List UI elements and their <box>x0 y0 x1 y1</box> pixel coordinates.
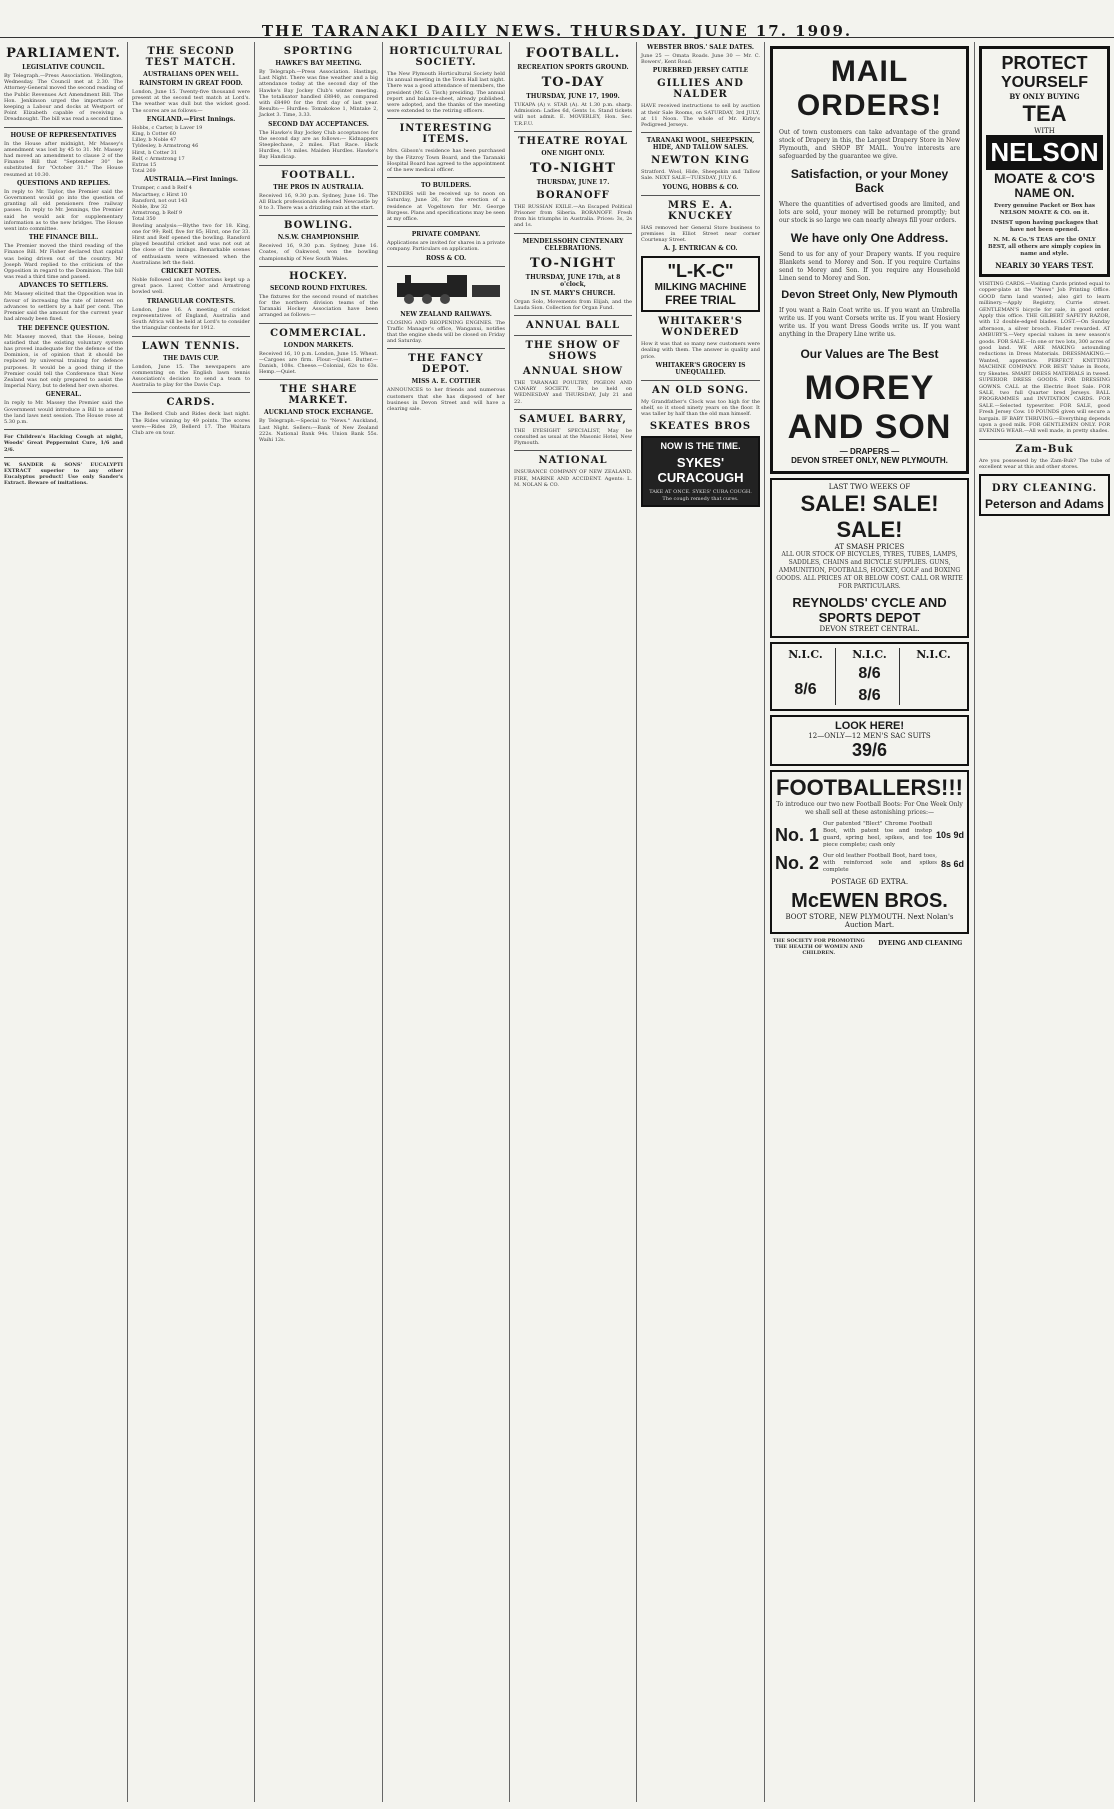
subheading: ADVANCES TO SETTLERS. <box>18 282 109 290</box>
nic-panel <box>776 648 836 705</box>
divider <box>4 127 123 128</box>
divider <box>514 409 632 410</box>
subheading: PUREBRED JERSEY CATTLE <box>652 67 749 75</box>
subheading: A. J. ENTRICAN & CO. <box>663 245 738 253</box>
article-text: The New Plymouth Horticultural Society held its annual meeting in the Town Hall last night. There was a good attendance of members, the president (Mr. G. Tisch) presiding. The annual report and balance-sheet, already published, were adopted, and the thanks of the meeting were extended to the retiring officers. <box>387 71 507 115</box>
reynolds-address: DEVON STREET CENTRAL. <box>819 625 920 633</box>
advertisement-text: INSIST upon having packages that have not been opened. <box>990 220 1101 233</box>
divider <box>641 195 760 196</box>
advertisement-text: TUKAPA (A) v. STAR (A). At 1.30 p.m. sharp. Admission: Ladies 6d, Gents 1s. Stand tickets will not admit. E. MOVERLEY, Hon. Sec. T.R.F.U. <box>514 102 634 127</box>
advertisement-text: To introduce our two new Football Boots: For One Week Only we shall sell at these astonishing prices:— <box>776 801 965 816</box>
subheading: TRIANGULAR CONTESTS. <box>146 297 236 305</box>
subheading: ONE NIGHT ONLY. <box>541 149 605 157</box>
subheading: THE FINANCE BILL. <box>28 234 99 242</box>
article-text: By Telegraph.—Press Association. Hastings, Last Night. There was fine weather and a big attendance today at the second day of the Hawke's Bay Jockey Club's winter meeting. The totalisator handled £8840, as compared with £8490 for the first day of last year. Results:— Hurdles: Tomakokoe 1, Mintake 2, Jacket 3. Time, 3.33. <box>259 69 380 119</box>
divider <box>514 315 632 316</box>
nic-brand: N.I.C. <box>852 648 887 661</box>
moate-logo: MOATE & CO'S <box>993 170 1096 186</box>
advertisement-text: THE EYESIGHT SPECIALIST, May be consulted as usual at the Masonic Hotel, New Plymouth. <box>514 427 634 447</box>
milking-machine-ad <box>641 256 760 312</box>
section-heading: CARDS. <box>166 397 216 409</box>
advertiser-name: MRS E. A. KNUCKEY <box>668 199 733 222</box>
advertisement-text: ALL OUR STOCK OF BICYCLES, TYRES, TUBES, LAMPS, SADDLES, CHAINS and BICYCLE SUPPLIES. GUNS, AMMUNITION, FOOTBALLS, HOCKEY, GOLF and BOXING GOODS. ALL PRICES AT OR BELOW COST. CALL OR WRITE FOR PARTICULARS. <box>776 551 965 590</box>
tea-heading: TEA <box>1022 101 1067 126</box>
divider <box>259 165 378 166</box>
divider <box>259 266 378 267</box>
subheading: SECOND DAY ACCEPTANCES. <box>268 120 369 128</box>
event-heading: TO-DAY <box>541 75 605 90</box>
advertisement-text: Applications are invited for shares in a private company. Particulars on application. <box>387 240 507 253</box>
suits-ad <box>770 715 969 766</box>
article-text: By Telegraph.—Special to "News." Auckland, Last Night. Sellers:—Bank of New Zealand 222s. National Bank 94s. Union Bank 55s. Waihi 12s. <box>259 418 380 444</box>
article-text: Noble followed and the Victorians kept up a great pace. Laver, Cotter and Armstrong bowled well. <box>132 277 252 296</box>
column-morey-and-son <box>765 42 975 1802</box>
event-heading: THE SHOW OF SHOWS <box>525 340 621 363</box>
divider <box>514 450 632 451</box>
article-text: London, June 15. The newspapers are commenting on the English lawn tennis Association's decision to send a team to Australia to play for the Davis Cup. <box>132 363 252 389</box>
divider <box>4 457 123 458</box>
subheading: ENGLAND.—First Innings. <box>146 115 236 123</box>
classified-advertisements: VISITING CARDS.—Visiting Cards printed equal to copper-plate at the "News" Job Printing Office. GOOD farm land wanted; also girl to learn millinery.—Apply Registry, Currie street. GENTLEMAN'S bicycle for sale, in good order. Apply this office. THE GILBERT SAFETY RAZOR, with 12 double-edged blades. LOST.—On Sunday afternoon, a silver brooch. Finder rewarded. AT AMBURY'S.—Very special values in new season's goods. FOR SALE.—In one or two lots, 300 acres of good land. WE ARE MAKING astounding reductions in Dress Materials. DRESSMAKING.—Wanted, apprentice. PERFECT KNITTING MACHINE COMPANY. FOR BEST Value in Boots, try Skeates. SMART DRESS MATERIALS in tweed. SUPERIOR DRESS GOODS. FOR DRESSING GOWNS. CALL at the Electric Boot Sale. FOR SALE, two full Quarter bred Jerseys. BALL PROGRAMMES and INVITATION CARDS. FOR SALE.—Selected typewriter. FOR SALE, good Fresh Jersey Cow. 10 POUNDS given will secure a bargain. IF BABY THRIVING.—Everything depends upon a good milk. FOR GENTLEMEN ONLY. FOR EVENING WEAR.—All well made, in pretty shades. <box>979 281 1112 435</box>
morey-address: DEVON STREET ONLY, NEW PLYMOUTH. <box>791 456 948 465</box>
address-heading: We have only One Address. <box>790 231 949 245</box>
article-text: In the House after midnight, Mr Massey's amendment was lost by 45 to 31. Mr. Massey had moved an amendment to clause 2 of the Finance Bill that "September 30" be substituted for "October 31." The House resumed at 10.30. <box>4 140 125 178</box>
advertisement-text: Organ Solo, Movements from Elijah, and the Lauda Sion. Collection for Organ Fund. <box>514 298 634 311</box>
advertisement-text: CLOSING AND REOPENING ENGINES. The Traffic Manager's office, Wanganui, notifies that the engine sheds will be closed on Friday and Saturday. <box>387 319 507 345</box>
boot-description: Our old leather Football Boot, hard toes, with reinforced sole and spikes complete <box>823 853 939 873</box>
column-parliament <box>0 42 128 1802</box>
nic-panel <box>904 648 963 705</box>
article-text: Bowling analysis:—Blythe two for 18. King, one for 99; Relf, five for 85; Hirst, one for 33. Hirst and Relf opened the bowling. Ransford played beautiful cricket and was not out at the close of the innings. Remarkable scenes of enthusiasm were witnessed when the Australians left the field. <box>132 222 252 266</box>
nelson-moate-tea-ad <box>979 46 1110 277</box>
divider <box>387 266 505 267</box>
tea-kicker: BY ONLY BUYING <box>1009 92 1080 101</box>
section-heading: AN OLD SONG. <box>651 384 749 396</box>
article-text: In reply to Mr. Taylor, the Premier said the Government would go into the question of granting all old pensioners free railway passes. In reply to Mr. Jennings, the Premier said he would ask for supplementary information as to the new bridges. The House went into committee. <box>4 188 125 233</box>
advertisement-text: HAS removed her General Store business to premises in Elliot Street near corner Courtenay Street. <box>641 224 762 244</box>
divider <box>514 233 632 234</box>
advertiser-name: NEWTON KING <box>651 155 750 167</box>
subheading: RECREATION SPORTS GROUND. <box>517 64 629 71</box>
price: 8/6 <box>858 665 881 682</box>
divider <box>259 323 378 324</box>
article-text: Received 16, 9.30 p.m. Sydney, June 16. Coates, of Oakwood, won the bowling championship of New South Wales. <box>259 243 380 262</box>
article-text: In reply to Mr. Massey the Premier said the Government would introduce a Bill to amend the land laws next session. The House rose at 5.30 p.m. <box>4 400 125 425</box>
nic-brand: N.I.C. <box>788 648 823 661</box>
lkc-offer: FREE TRIAL <box>665 293 736 308</box>
subheading: AUCKLAND STOCK EXCHANGE. <box>263 409 374 417</box>
subheading: NEW ZEALAND RAILWAYS. <box>400 310 492 318</box>
subheading: THE DEFENCE QUESTION. <box>17 324 110 332</box>
advertisement-text: Are you possessed by the Zam-Buk? The tube of excellent wear at this and other stores. <box>979 457 1112 470</box>
subheading: THE DAVIS CUP. <box>163 354 219 362</box>
advertisement-text: THE TARANAKI POULTRY, PIGEON AND CANARY SOCIETY. To be held on WEDNESDAY and THURSDAY, July 21 and 22. <box>514 380 634 405</box>
advertiser-name: NATIONAL <box>538 455 608 467</box>
divider <box>979 439 1110 440</box>
divider <box>259 379 378 380</box>
mail-orders-heading: MAIL ORDERS! <box>796 55 943 122</box>
advertisement-text: INSURANCE COMPANY OF NEW ZEALAND. FIRE, MARINE AND ACCIDENT. Agents: L. M. NOLAN & CO. <box>514 469 634 488</box>
section-heading: SPORTING <box>283 46 354 57</box>
subheading: LEGISLATIVE COUNCIL. <box>22 64 105 71</box>
divider <box>387 348 505 349</box>
advertisement-text: Send to us for any of your Drapery wants. If you require Blankets send to Morey and Son. If you require Curtains send to Morey and Son. If you require any Household Linen send to Morey and Son. <box>779 251 962 282</box>
subheading: CRICKET NOTES. <box>161 268 221 276</box>
advertisement-text: N. M. & Co.'S TEAS are the ONLY BEST, all others are simply copies in name and style. <box>988 237 1103 257</box>
scorecard: Hobbs, c Carter, b Laver 19 King, b Cotter 60 Lilley, b Noble 47 Tyldesley, b Armstrong 46 Hirst, b Cotter 31 Relf, c Armstrong 17 Extras 15 Total 269 <box>132 124 203 175</box>
scorecard: Trumper, c and b Relf 4 Macartney, c Hirst 10 Ransford, not out 143 Noble, lbw 32 Armstrong, b Relf 9 Total 350 <box>132 185 192 223</box>
nic-panel <box>840 648 900 705</box>
boot-price: 8s 6d <box>940 858 964 869</box>
subheading: PRIVATE COMPANY. <box>411 231 481 239</box>
divider <box>514 335 632 336</box>
lkc-logo-text: "L-K-C" <box>667 261 734 282</box>
divider <box>132 392 250 393</box>
advertiser-name: WHITAKER'S WONDERED <box>658 316 743 339</box>
divider <box>387 118 505 119</box>
morey-and-son-logo: MOREY AND SON <box>787 369 952 446</box>
divider <box>387 177 505 178</box>
subheading: TO BUILDERS. <box>420 182 472 190</box>
advertisement-text: Stratford. Wool, Hide, Sheepskin and Tallow Sale. NEXT SALE—TUESDAY, JULY 6. <box>641 169 762 182</box>
divider <box>132 336 250 337</box>
event-heading: ANNUAL BALL <box>526 320 620 332</box>
section-heading: HOCKEY. <box>289 270 348 282</box>
postage-note: POSTAGE 6D EXTRA. <box>830 878 909 886</box>
years-test: NEARLY 30 YEARS TEST. <box>995 261 1094 270</box>
advertisement-text: TENDERS will be received up to noon on Saturday, June 26, for the erection of a residence at Vogeltown for Mr. George Burgess. Plans and specifications may be seen at my office. <box>387 191 507 223</box>
protect-heading: PROTECT <box>1001 53 1088 73</box>
divider <box>641 380 760 381</box>
zam-buk-heading: Zam-Buk <box>1015 443 1074 455</box>
cough-ad-text: TAKE AT ONCE. SYKES' CURA COUGH. The cough remedy that cures. <box>649 489 754 502</box>
section-heading: THE SECOND TEST MATCH. <box>145 46 237 68</box>
section-heading: INTERESTING ITEMS. <box>399 123 493 146</box>
footballers-ad <box>770 770 969 934</box>
subheading: AUSTRALIA.—First Innings. <box>144 176 238 184</box>
subheading: SECOND ROUND FIXTURES. <box>269 284 368 292</box>
society-notice: THE SOCIETY FOR PROMOTING THE HEALTH OF WOMEN AND CHILDREN. <box>772 938 867 957</box>
advertisement-text: For Children's Hacking Cough at night, Woods' Great Peppermint Cure, 1/6 and 2/6. <box>4 434 125 453</box>
advertisement-text: My Grandfather's Clock was too high for the shelf, so it stood ninety years on the floor. It was taller by half than the old man himself. <box>641 398 762 418</box>
divider <box>259 215 378 216</box>
divider <box>641 132 760 133</box>
cough-ad-heading: NOW IS THE TIME. <box>660 441 741 452</box>
bottom-notices <box>770 938 969 957</box>
section-heading: THE FANCY DEPOT. <box>408 353 484 376</box>
article-text: The Premier moved the third reading of the Finance Bill. Mr Fisher declared that capital was being driven out of the country. Mr Joseph Ward replied to the criticism of the Opposition in regard to the Dominion. The bill was read a third time and passed. <box>4 243 125 281</box>
column-football-theatre <box>510 42 637 1802</box>
dry-cleaning-heading: DRY CLEANING. <box>991 483 1098 495</box>
divider <box>4 429 123 430</box>
subheading: GENERAL. <box>45 391 82 399</box>
masthead: THE TARANAKI DAILY NEWS. THURSDAY. JUNE 17. 1909. <box>0 0 1114 38</box>
subheading: IN ST. MARY'S CHURCH. <box>530 289 616 297</box>
section-heading: THE SHARE MARKET. <box>279 384 358 407</box>
advertisement-text: Where the quantities of advertised goods are limited, and lots are sold, your money will be returned promptly; but our stock is so large we can nearly always fill your orders. <box>779 201 962 224</box>
boot-description: Our patented "Blect" Chrome Football Boot, with patent toe and instep guard, spring heel, spikes, and toe piece complete; cash only <box>823 821 934 848</box>
divider <box>387 226 505 227</box>
section-heading: COMMERCIAL. <box>270 327 367 339</box>
article-text: Received 16, 10 p.m. London, June 15. Wheat.—Cargoes are firm. Flour.—Quiet. Butter.—Danish, 108s. Cheese.—Colonial, 62s to 63s. Hemp.—Quiet. <box>259 350 380 376</box>
subheading: TARANAKI WOOL, SHEEPSKIN, HIDE, AND TALLOW SALES. <box>646 137 755 152</box>
reynolds-name: REYNOLDS' CYCLE AND SPORTS DEPOT <box>792 595 947 625</box>
sale-kicker: LAST TWO WEEKS OF <box>828 483 911 491</box>
subheading: RAINSTORM IN GREAT FOOD. <box>139 80 243 87</box>
advertisement-text: ANNOUNCES to her friends and numerous customers that she has disposed of her business in Devon Street and will have a clearing sale. <box>387 387 507 413</box>
sale-sub: AT SMASH PRICES <box>834 543 905 551</box>
section-heading: FOOTBALL. <box>525 46 621 61</box>
advertiser-name: SAMUEL BARRY, <box>519 413 627 425</box>
suits-text: 12—ONLY—12 MEN'S SAC SUITS <box>808 732 931 740</box>
column-sales <box>637 42 765 1802</box>
boot-offer <box>775 853 964 874</box>
yourself-heading: YOURSELF <box>1000 74 1089 91</box>
name-on: NAME ON. <box>1014 186 1075 200</box>
event-heading: TO-NIGHT <box>530 255 616 271</box>
look-heading: LOOK HERE! <box>834 720 905 732</box>
address-heading: Devon Street Only, New Plymouth <box>781 289 958 301</box>
boot-price: 10s 9d <box>935 830 964 840</box>
article-text: Mr. Massey moved, that the House, being satisfied that the existing voluntary system has proved inadequate for the defence of the Dominion, is of opinion that it should be replaced by universal training for defence purposes. It would be a good thing if the Premier could tell the Conference that New Zealand was not only prepared to assist the Imperial Navy, but to defend her own shores. <box>4 333 125 390</box>
article-text: The fixtures for the second round of matches for the northern division teams of the Taranaki Hockey Association have been arranged as follows:— <box>259 293 380 319</box>
column-test-match <box>128 42 255 1802</box>
subheading: MISS A. E. COTTIER <box>411 378 481 386</box>
sale-heading: SALE! SALE! SALE! <box>800 491 939 542</box>
article-text: Mrs. Gibson's residence has been purchased by the Fitzroy Town Board, and the Taranaki Hospital Board has agreed to the appointment of the new medical officer. <box>387 148 507 174</box>
nelson-logo: NELSON <box>986 135 1103 170</box>
column-tea-classifieds <box>975 42 1114 1802</box>
section-heading: BOWLING. <box>283 220 354 232</box>
event-heading: TO-NIGHT <box>530 160 616 176</box>
boot-offer <box>775 821 964 849</box>
advertisement-text: Every genuine Packet or Box has NELSON MOATE & CO. on it. <box>993 203 1097 216</box>
footballers-heading: FOOTBALLERS!!! <box>776 775 963 800</box>
article-text: The Hawke's Bay Jockey Club acceptances for the second day are as follows:— Kidnappers Steeplechase, 2 miles. Flat Race. Hack Hurdles, 1½ miles. Maiden Hurdles. Hawke's Bay Handicap. <box>259 129 380 161</box>
mcewen-address: BOOT STORE, NEW PLYMOUTH. Next Nolan's Auction Mart. <box>785 913 954 929</box>
railway-engine-illustration <box>387 271 505 305</box>
price: 8/6 <box>858 687 881 704</box>
guarantee-heading: Satisfaction, or your Money Back <box>790 167 949 195</box>
section-heading: LAWN TENNIS. <box>141 340 241 352</box>
boot-number: No. 1 <box>775 824 820 845</box>
mail-orders-ad <box>770 46 969 474</box>
subheading: YOUNG, HOBBS & CO. <box>662 183 739 191</box>
article-text: Mr. Massey elicited that the Opposition was in favour of increasing the rate of interest on advances to settlers by a half per cent. The Premier said the amount for the current year had already been fixed. <box>4 291 125 323</box>
nic-ads <box>770 642 969 711</box>
section-heading: HORTICULTURAL SOCIETY. <box>389 46 503 68</box>
subheading: THE PROS IN AUSTRALIA. <box>273 183 364 191</box>
lkc-product: MILKING MACHINE <box>654 282 747 294</box>
advertiser-name: SKEATES BROS <box>649 421 752 433</box>
section-heading: THEATRE ROYAL <box>518 135 628 147</box>
price: 8/6 <box>794 681 817 698</box>
subheading: N.S.W. CHAMPIONSHIP. <box>277 234 360 242</box>
section-heading: PARLIAMENT. <box>6 46 121 61</box>
suits-price: 39/6 <box>851 740 888 760</box>
dry-cleaning-ad <box>979 474 1110 516</box>
event-date: THURSDAY, JUNE 17th, at 8 o'clock, <box>525 273 621 288</box>
advertisement-text: If you want a Rain Coat write us. If you want an Umbrella write us. If you want Corsets write us. If you want Hosiery write us. If you want Dress Goods write us. If you want anything in the Drapery Line write us. <box>779 307 962 338</box>
subheading: AUSTRALIANS OPEN WELL. <box>143 71 239 78</box>
nic-brand: N.I.C. <box>916 648 951 661</box>
article-text: The Bellerd Club and Rides deck last night. The Rides winning by 49 points. The scores were:—Rides 29, Bellerd 17. The Waitara Club are on tour. <box>132 411 252 436</box>
event-date: THURSDAY, JUNE 17, 1909. <box>526 93 620 100</box>
article-text: Received 16, 9.30 p.m. Sydney, June 16. The All Black professionals defeated Newcastle by 8 to 3. There was a drizzling rain at the start. <box>259 192 380 212</box>
advertisement-text: Out of town customers can take advantage of the grand stock of Drapery in this, the Largest Drapery Store in New Plymouth, and SHOP BY MAIL. You're interests are safeguarded by the guarantee we give. <box>779 129 962 160</box>
event-heading: ANNUAL SHOW <box>522 366 624 378</box>
dyeing-heading: DYEING AND CLEANING <box>878 940 963 947</box>
event-date: THURSDAY, JUNE 17. <box>536 178 610 186</box>
cough-ad-brand: SYKES' CURACOUGH <box>657 455 744 486</box>
values-heading: Our Values are The Best <box>800 347 939 361</box>
article-text: London, June 15. Twenty-five thousand were present at the second test match at Lord's. The weather was dull but the wicket good. The scores are as follows:— <box>132 89 252 114</box>
advertisement-text: W. SANDER & SONS' EUCALYPTI EXTRACT superior to any other Eucalyptus product! Use only Sander's Extract. Beware of imitations. <box>4 461 125 487</box>
subheading: HAWKE'S BAY MEETING. <box>275 60 362 67</box>
advertisement-text: HAVE received instructions to sell by auction at their Sale Rooms, on SATURDAY, 3rd JULY, at 11 Noon. The whole of Mr. Kirby's Pedigreed Jerseys. <box>641 103 762 129</box>
advertisement-text: How it was that so many new customers were dealing with them. The answer is quality and price. <box>641 341 762 360</box>
divider <box>514 131 632 132</box>
subheading: HOUSE OF REPRESENTATIVES <box>10 131 117 139</box>
column-sporting <box>255 42 383 1802</box>
performer-name: BORANOFF <box>536 189 610 201</box>
advertiser-name: GILLIES AND NALDER <box>657 78 744 101</box>
mcewen-logo: McEWEN BROS. <box>791 890 948 912</box>
subheading: ROSS & CO. <box>425 254 467 262</box>
boot-number: No. 2 <box>775 853 820 873</box>
cycle-sale-ad <box>770 478 969 638</box>
advertisement-text: THE RUSSIAN EXILE.—An Escaped Political Prisoner from Siberia. BORANOFF. Fresh from his triumphs in Australia. Prices: 3s, 2s and 1s. <box>514 203 634 229</box>
subheading: WEBSTER BROS.' SALE DATES. <box>647 44 754 51</box>
tea-with: WITH <box>1034 127 1055 135</box>
column-horticultural <box>383 42 510 1802</box>
subheading: LONDON MARKETS. <box>283 341 354 349</box>
subheading: MENDELSSOHN CENTENARY CELEBRATIONS. <box>522 237 624 252</box>
advertisement-text: June 25 — Omata Roads. June 30 — Mr. C. Bowers', Kent Road. <box>641 53 762 66</box>
section-heading: FOOTBALL. <box>281 169 356 181</box>
subheading: QUESTIONS AND REPLIES. <box>16 179 111 187</box>
drapers-label: — DRAPERS — <box>839 447 900 456</box>
peterson-adams-logo: Peterson and Adams <box>985 497 1104 512</box>
article-text: London, June 16. A meeting of cricket representatives of England, Australia and South Africa will be held at Lord's to consider the triangular contests for 1912. <box>132 306 252 332</box>
subheading: WHITAKER'S GROCERY IS UNEQUALLED. <box>655 361 746 376</box>
cough-cure-ad <box>641 436 760 506</box>
article-text: By Telegraph.—Press Association. Wellington, Wednesday. The Council met at 2.30. The Attorney-General moved the second reading of the Public Revenues Act Amendment Bill. The Hon. Jenkinson urged the importance of keeping a Labour and docks at Westport or Point Elizabeth capable of receiving a Dreadnought. The bill was read a second time. <box>4 73 125 123</box>
